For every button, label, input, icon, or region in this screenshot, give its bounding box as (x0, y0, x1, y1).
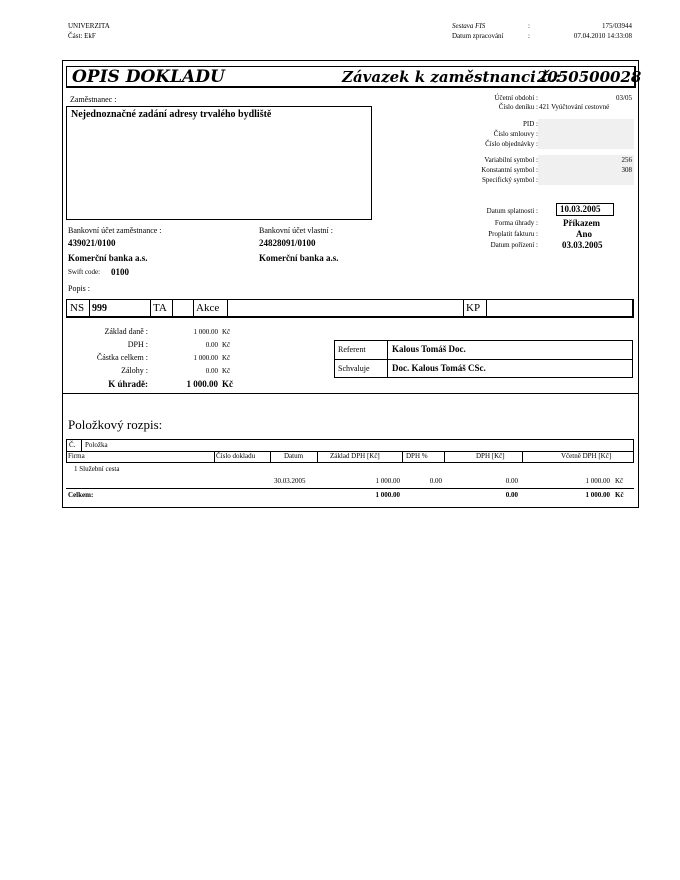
advances-currency: Kč (222, 367, 231, 375)
pay-invoice-label: Proplatit fakturu : (488, 230, 538, 238)
org-name: UNIVERZITA (68, 22, 110, 30)
total-line (66, 488, 634, 489)
col-sep-5 (444, 451, 445, 463)
items-total-label: Celkem: (68, 491, 94, 499)
popis-label: Popis : (68, 284, 91, 293)
journal-label: Číslo deníku : (498, 103, 538, 111)
contract-label: Číslo smlouvy : (493, 130, 538, 138)
pid-label: PID : (523, 120, 538, 128)
approver-value: Doc. Kalous Tomáš CSc. (392, 363, 486, 373)
due-date-value: 10.03.2005 (560, 204, 601, 214)
kp-label: KP (466, 302, 481, 314)
item-name-header: Položka (85, 441, 108, 449)
vat-currency: Kč (222, 341, 231, 349)
col-total: Včetně DPH [Kč] (561, 452, 612, 460)
col-sep-1 (214, 451, 215, 463)
own-bank-name: Komerční banka a.s. (259, 253, 339, 263)
to-pay-label: K úhradě: (108, 379, 148, 389)
approver-label: Schvaluje (338, 364, 370, 373)
processed-value: 07.04.2010 14:33:08 (573, 32, 632, 40)
ns-label: NS (70, 302, 85, 314)
col-rate: DPH % (406, 452, 428, 460)
item-vat: 0.00 (505, 477, 518, 485)
items-total-vat: 0.00 (505, 491, 518, 499)
doc-subtitle: Závazek k zaměstnanci č.: (342, 68, 561, 86)
acq-date-label: Datum pořízení : (490, 241, 538, 249)
ids-shade (538, 119, 634, 149)
items-heading: Položkový rozpis: (68, 417, 163, 432)
emp-bank-name: Komerční banka a.s. (68, 253, 148, 263)
item-rate: 0.00 (429, 477, 442, 485)
items-total-currency: Kč (615, 491, 624, 499)
referent-value: Kalous Tomáš Doc. (392, 344, 466, 354)
ta-value-sep (172, 299, 173, 317)
vat-label: DPH : (127, 340, 148, 349)
item-no-header: Č. (69, 441, 76, 449)
tax-base-value: 1 000.00 (193, 328, 218, 336)
set-value: 175/03944 (602, 22, 632, 30)
col-sep-3 (317, 451, 318, 463)
tax-base-label: Základ daně : (104, 327, 148, 336)
order-label: Číslo objednávky : (485, 140, 538, 148)
to-pay-value: 1 000.00 (186, 379, 218, 389)
codes-bar (66, 299, 634, 318)
swift-label: Swift code: (68, 268, 101, 276)
akce-value-sep (227, 299, 228, 317)
employee-box (66, 106, 372, 220)
emp-bank-label: Bankovní účet zaměstnance : (68, 226, 162, 235)
total-amount-value: 1 000.00 (193, 354, 218, 362)
var-symbol-label: Variabilní symbol : (484, 156, 538, 164)
set-label: Sestava FIS (452, 22, 486, 30)
doc-number: 2050500028 (537, 68, 642, 86)
const-symbol-value: 308 (621, 166, 632, 174)
col-firma: Firma (68, 452, 85, 460)
pay-form-value: Příkazem (563, 218, 600, 228)
section-divider (62, 393, 639, 394)
total-amount-label: Částka celkem : (96, 353, 148, 362)
col-vat: DPH [Kč] (476, 452, 505, 460)
processed-label: Datum zpracování (452, 32, 504, 40)
ta-label: TA (153, 302, 167, 314)
advances-label: Zálohy : (121, 366, 148, 375)
approval-col-sep (387, 340, 388, 378)
period-value: 03/05 (616, 94, 632, 102)
spec-symbol-label: Specifický symbol : (482, 176, 538, 184)
items-total-total: 1 000.00 (585, 491, 610, 499)
total-amount-currency: Kč (222, 354, 231, 362)
pay-form-label: Forma úhrady : (494, 219, 538, 227)
processed-colon: : (528, 32, 530, 40)
col-sep-2 (270, 451, 271, 463)
to-pay-currency: Kč (222, 379, 233, 389)
akce-sep (193, 299, 194, 317)
item-total: 1 000.00 (585, 477, 610, 485)
col-date: Datum (284, 452, 304, 460)
acq-date-value: 03.03.2005 (562, 240, 603, 250)
ns-value: 999 (92, 303, 107, 314)
vat-value: 0.00 (205, 341, 218, 349)
own-bank-account: 24828091/0100 (259, 238, 316, 248)
var-symbol-value: 256 (621, 156, 632, 164)
doc-title: OPIS DOKLADU (72, 67, 225, 87)
col-sep-4 (402, 451, 403, 463)
swift-value: 0100 (111, 267, 129, 277)
col-base: Základ DPH [Kč] (330, 452, 380, 460)
journal-value: 421 Vyúčtování cestovné (539, 103, 610, 111)
emp-bank-account: 439021/0100 (68, 238, 116, 248)
item-date: 30.03.2005 (274, 477, 306, 485)
item-name: 1 Služební cesta (74, 465, 120, 473)
col-doc-no: Číslo dokladu (216, 452, 256, 460)
period-label: Účetní období : (494, 94, 538, 102)
advances-value: 0.00 (205, 367, 218, 375)
pay-invoice-value: Ano (576, 229, 593, 239)
item-base: 1 000.00 (375, 477, 400, 485)
item-currency: Kč (615, 477, 624, 485)
employee-label: Zaměstnanec : (70, 95, 117, 104)
due-date-label: Datum splatnosti : (486, 207, 538, 215)
approval-row-sep (334, 359, 633, 360)
items-total-base: 1 000.00 (375, 491, 400, 499)
col-sep-6 (522, 451, 523, 463)
tax-base-currency: Kč (222, 328, 231, 336)
employee-value: Nejednoznačné zadání adresy trvalého bydliště (71, 109, 272, 120)
const-symbol-label: Konstantní symbol : (481, 166, 538, 174)
set-colon: : (528, 22, 530, 30)
own-bank-label: Bankovní účet vlastní : (259, 226, 333, 235)
referent-label: Referent (338, 345, 366, 354)
org-part: Část: EkF (68, 32, 96, 40)
ta-sep (150, 299, 151, 317)
ns-sep (89, 299, 90, 317)
akce-label: Akce (196, 302, 220, 314)
kp-value-sep (486, 299, 487, 317)
kp-sep (463, 299, 464, 317)
